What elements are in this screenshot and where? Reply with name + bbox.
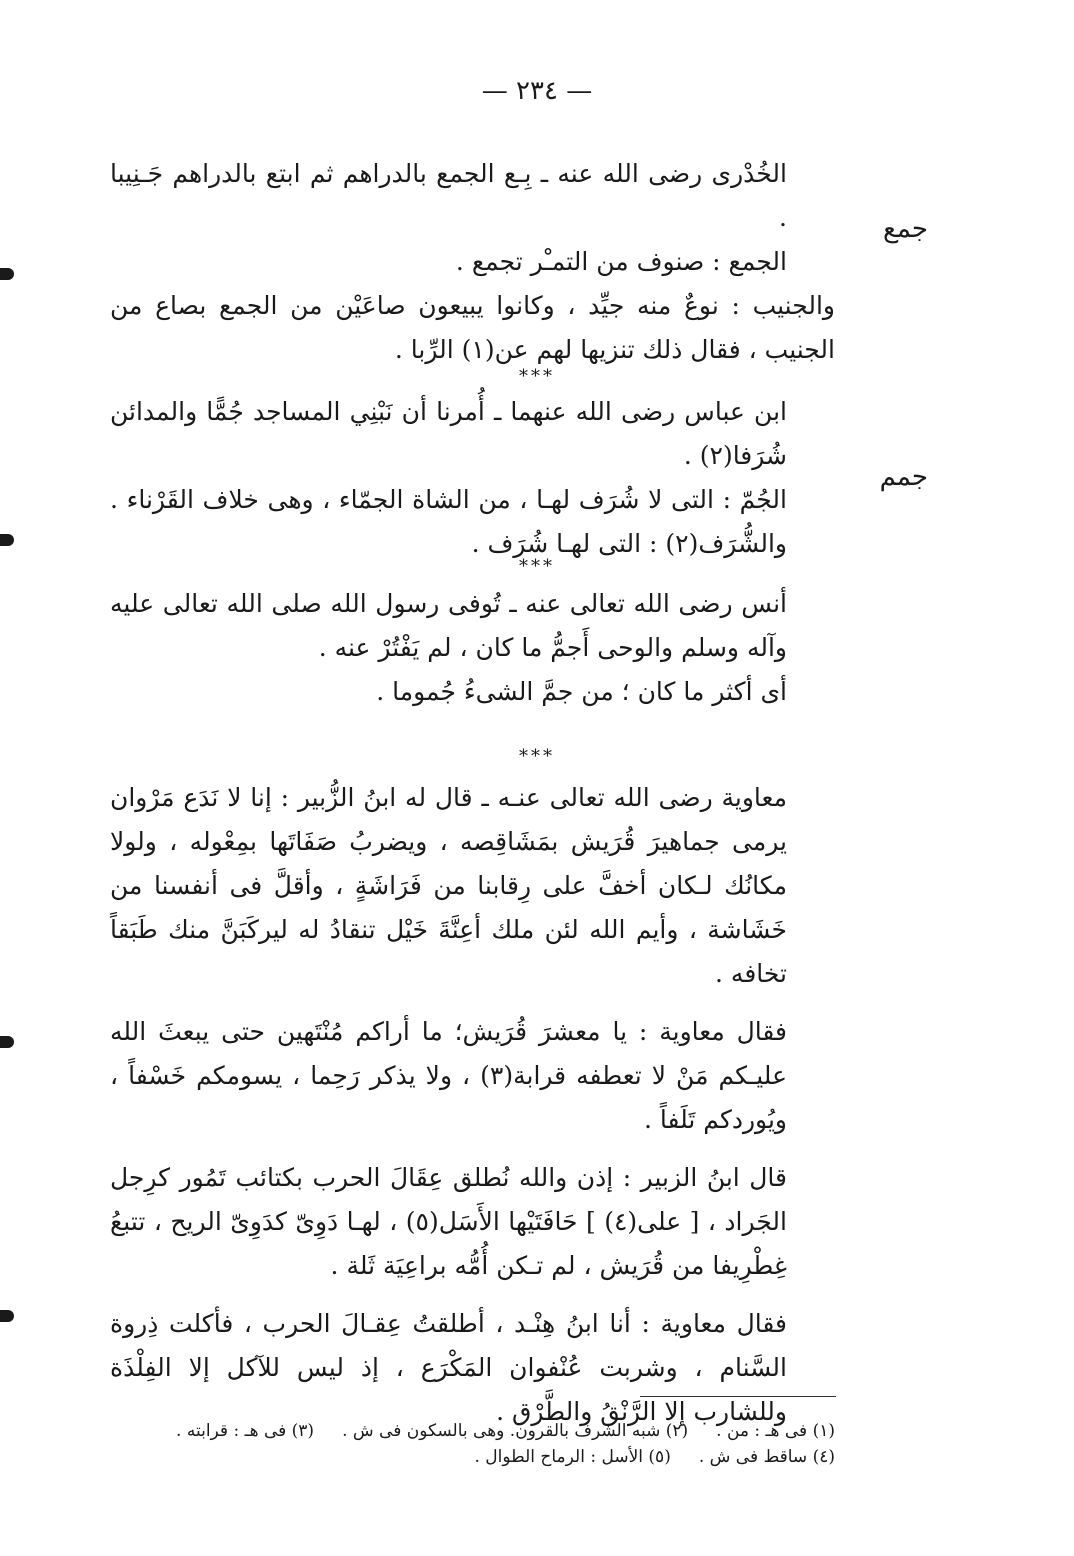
section-separator: *** xyxy=(519,366,555,387)
footnote-5: (٥) الأسل : الرماح الطوال . xyxy=(474,1447,671,1467)
section-muawiya xyxy=(110,776,835,1434)
section-separator: *** xyxy=(519,746,555,767)
footnote-4: (٤) ساقط فى ش . xyxy=(698,1447,835,1467)
footnote-separator xyxy=(640,1396,836,1397)
footnote-line xyxy=(110,1418,835,1444)
section-separator: *** xyxy=(519,556,555,577)
paragraph: الجُمّ : التى لا شُرَف لهـا ، من الشاة الجمّاء ، وهى خلاف القَرْناء . والشُّرَف(٢) : التى لهـا شُرَف . xyxy=(110,485,787,558)
footnote-line xyxy=(110,1444,835,1470)
section-jam-b xyxy=(110,390,835,566)
footnotes xyxy=(110,1418,835,1470)
paragraph: الجمع : صنوف من التمـْر تجمع . xyxy=(455,247,787,276)
section-anas xyxy=(110,582,835,714)
paragraph: فقال معاوية : أنا ابنُ هِنْـد ، أطلقتُ عِقـالَ الحرب ، فأكلت ذِروة السَّنام ، وشربت عُنْفوان المَكْرَع ، إذ ليس للآكل إلا الفِلْذَة وللشارب إلا الرَّنْقُ والطَّرْق . xyxy=(110,1309,787,1426)
paragraph: قال ابنُ الزبير : إذن والله نُطلق عِقَالَ الحرب بكتائب تَمُور كرِجل الجَراد ، [ على(٤) ] حَافَتَيْها الأَسَل(٥) ، لهـا دَوِىّ كدَوِىّ الريح ، تتبعُ غِطْرِيفا من قُرَيش ، لم تـكن أُمُّه براعِيَة ثَلة . xyxy=(110,1163,787,1280)
paragraph: معاوية رضى الله تعالى عنـه ـ قال له ابنُ الزُّبير : إنا لا نَدَع مَرْوان يرمى جماهيرَ قُرَيش بمَشَاقِصه ، ويضربُ صَفَاتَها بمِعْوله ، ولولا مكانُك لـكان أخفَّ على رِقابنا من فَرَاشَةٍ ، وأقلَّ فى أنفسنا من خَشَاشة ، وأيم الله لئن ملك أعِنَّةَ خَيْل تنقادُ له ليركَبَنَّ منك طَبَقاً تخافه . xyxy=(110,783,787,988)
footnote-2: (٢) شبه الشرف بالقرون. وهى بالسكون فى ش . xyxy=(342,1421,689,1441)
paragraph: فقال معاوية : يا معشرَ قُرَيش؛ ما أراكم مُنْتَهين حتى يبعثَ الله عليـكم مَنْ لا تعطفه قرابة(٣) ، ولا يذكر رَحِما ، يسومكم خَسْفاً ، ويُوردكم تَلَفاً . xyxy=(110,1017,787,1134)
scan-edge-mark xyxy=(0,1310,14,1322)
footnote-1: (١) فى هـ : من . xyxy=(716,1421,835,1441)
footnote-3: (٣) فى هـ : قرابته . xyxy=(176,1421,315,1441)
margin-keyword-jam-a: جمع xyxy=(883,214,928,244)
paragraph: أنس رضى الله تعالى عنه ـ تُوفى رسول الله صلى الله تعالى عليه وآله وسلم والوحى أَجمُّ ما كان ، لم يَفْتُرْ عنه . xyxy=(110,589,787,662)
paragraph: ابن عباس رضى الله عنهما ـ أُمرنا أن نَبْنِي المساجد جُمًّا والمدائن شُرَفا(٢) . xyxy=(110,397,787,470)
scan-edge-mark xyxy=(0,268,14,280)
page-number: — ٢٣٤ — xyxy=(481,76,593,106)
section-jam-a xyxy=(110,152,835,372)
scan-edge-mark xyxy=(0,1036,14,1048)
paragraph: أى أكثر ما كان ؛ من جمَّ الشىءُ جُموما . xyxy=(376,677,787,706)
margin-keyword-jam-b: جمم xyxy=(879,462,928,492)
paragraph: والجنيب : نوعٌ منه جيِّد ، وكانوا يبيعون صاعَيْن من الجمع بصاع من الجنيب ، فقال ذلك تنزيها لهم عن(١) الرِّبا . xyxy=(110,291,835,364)
scan-edge-mark xyxy=(0,534,14,546)
paragraph: الخُدْرى رضى الله عنه ـ بِـع الجمع بالدراهم ثم ابتع بالدراهم جَـنِيبا . xyxy=(110,159,787,232)
